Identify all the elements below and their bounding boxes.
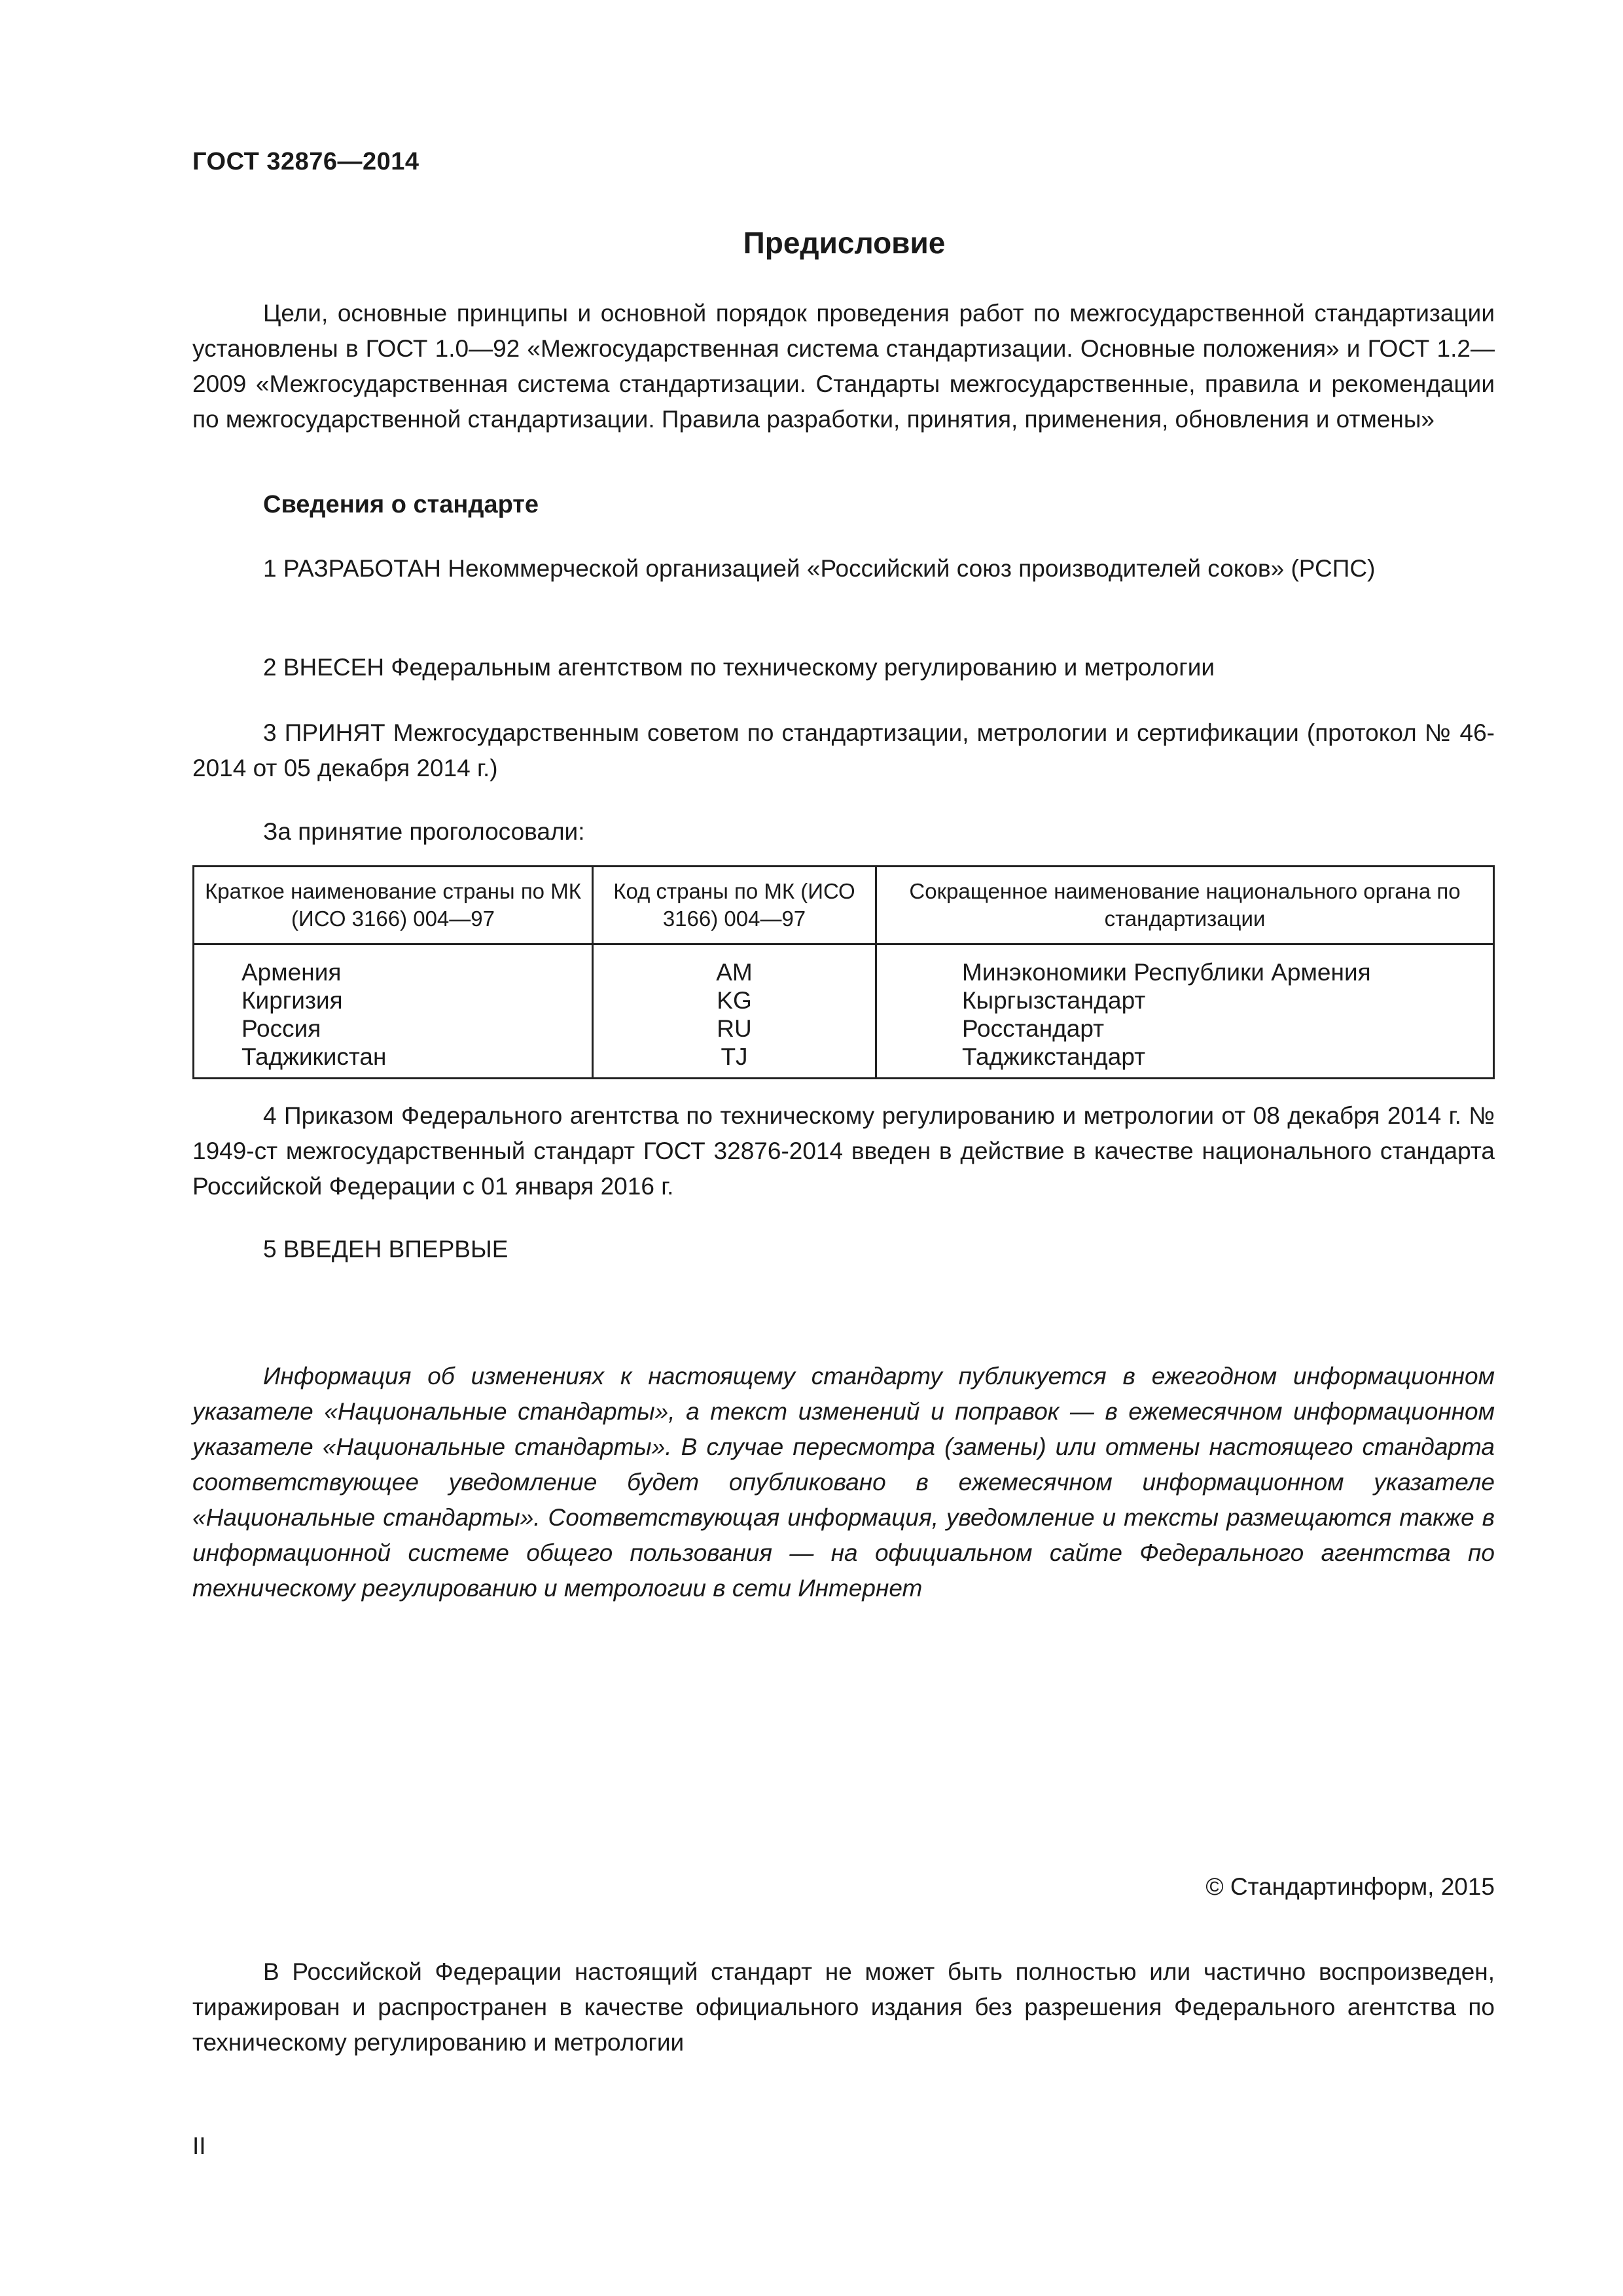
- table-header-row: [194, 867, 1494, 944]
- item-3-paragraph: [192, 715, 1495, 786]
- authority-cell: Росстандарт: [876, 1014, 1494, 1043]
- item-4-paragraph: [192, 1098, 1495, 1204]
- item-5-text: 5 ВВЕДЕН ВПЕРВЫЕ: [263, 1236, 508, 1263]
- page-title: Предисловие: [743, 226, 946, 260]
- item-4-text: 4 Приказом Федерального агентства по техническому регулированию и метрологии от 08 декабря 2014 г. № 1949-ст межгосударственный стандарт ГОСТ 32876-2014 введен в действие в качестве национального стандарта Российской Федерации с 01 января 2016 г.: [192, 1102, 1495, 1200]
- country-cell: Армения: [194, 944, 593, 987]
- authority-cell: Минэкономики Республики Армения: [876, 944, 1494, 987]
- item-1-paragraph: [192, 551, 1495, 586]
- table-row: [194, 1043, 1494, 1079]
- rights-paragraph: [192, 1954, 1495, 2060]
- table-row: [194, 986, 1494, 1014]
- code-cell: KG: [593, 986, 876, 1014]
- authority-cell: Таджикстандарт: [876, 1043, 1494, 1079]
- item-3-text: 3 ПРИНЯТ Межгосударственным советом по стандартизации, метрологии и сертификации (протокол № 46-2014 от 05 декабря 2014 г.): [192, 719, 1495, 781]
- voting-table: [192, 865, 1495, 1079]
- column-header-authority: Сокращенное наименование национального органа по стандартизации: [876, 867, 1494, 944]
- column-header-code: Код страны по МК (ИСО 3166) 004—97: [593, 867, 876, 944]
- table-row: [194, 944, 1494, 987]
- notice-text: Информация об изменениях к настоящему стандарту публикуется в ежегодном информационном указателе «Национальные стандарты», а текст изменений и поправок — в ежемесячном информационном указателе «Национальные стандарты». В случае пересмотра (замены) или отмены настоящего стандарта соответствующее уведомление будет опубликовано в ежемесячном информационном указателе «Национальные стандарты». Соответствующая информация, уведомление и тексты размещаются также в информационной системе общего пользования — на официальном сайте Федерального агентства по техническому регулированию и метрологии в сети Интернет: [192, 1363, 1495, 1602]
- column-header-country: Краткое наименование страны по МК (ИСО 3166) 004—97: [194, 867, 593, 944]
- intro-paragraph: [192, 296, 1495, 437]
- page-number: II: [192, 2132, 206, 2159]
- code-cell: RU: [593, 1014, 876, 1043]
- copyright-line: © Стандартинформ, 2015: [1205, 1873, 1495, 1900]
- notice-paragraph: [192, 1359, 1495, 1606]
- section-heading: Сведения о стандарте: [263, 491, 539, 518]
- authority-cell: Кыргызстандарт: [876, 986, 1494, 1014]
- document-code: ГОСТ 32876—2014: [192, 148, 419, 175]
- country-cell: Россия: [194, 1014, 593, 1043]
- rights-text: В Российской Федерации настоящий стандарт не может быть полностью или частично воспроизведен, тиражирован и распространен в качестве официального издания без разрешения Федерального агентства по техническому регулированию и метрологии: [192, 1958, 1495, 2056]
- country-cell: Киргизия: [194, 986, 593, 1014]
- item-1-text: 1 РАЗРАБОТАН Некоммерческой организацией «Российский союз производителей соков» (РСПС): [263, 555, 1376, 582]
- intro-text: Цели, основные принципы и основной порядок проведения работ по межгосударственной стандартизации установлены в ГОСТ 1.0—92 «Межгосударственная система стандартизации. Основные положения» и ГОСТ 1.2—2009 «Межгосударственная система стандартизации. Стандарты межгосударственные, правила и рекомендации по межгосударственной стандартизации. Правила разработки, принятия, применения, обновления и отмены»: [192, 300, 1495, 433]
- code-cell: TJ: [593, 1043, 876, 1079]
- table-row: [194, 1014, 1494, 1043]
- item-2-text: 2 ВНЕСЕН Федеральным агентством по техническому регулированию и метрологии: [263, 654, 1215, 681]
- code-cell: AM: [593, 944, 876, 987]
- voted-label: За принятие проголосовали:: [263, 818, 585, 845]
- country-cell: Таджикистан: [194, 1043, 593, 1079]
